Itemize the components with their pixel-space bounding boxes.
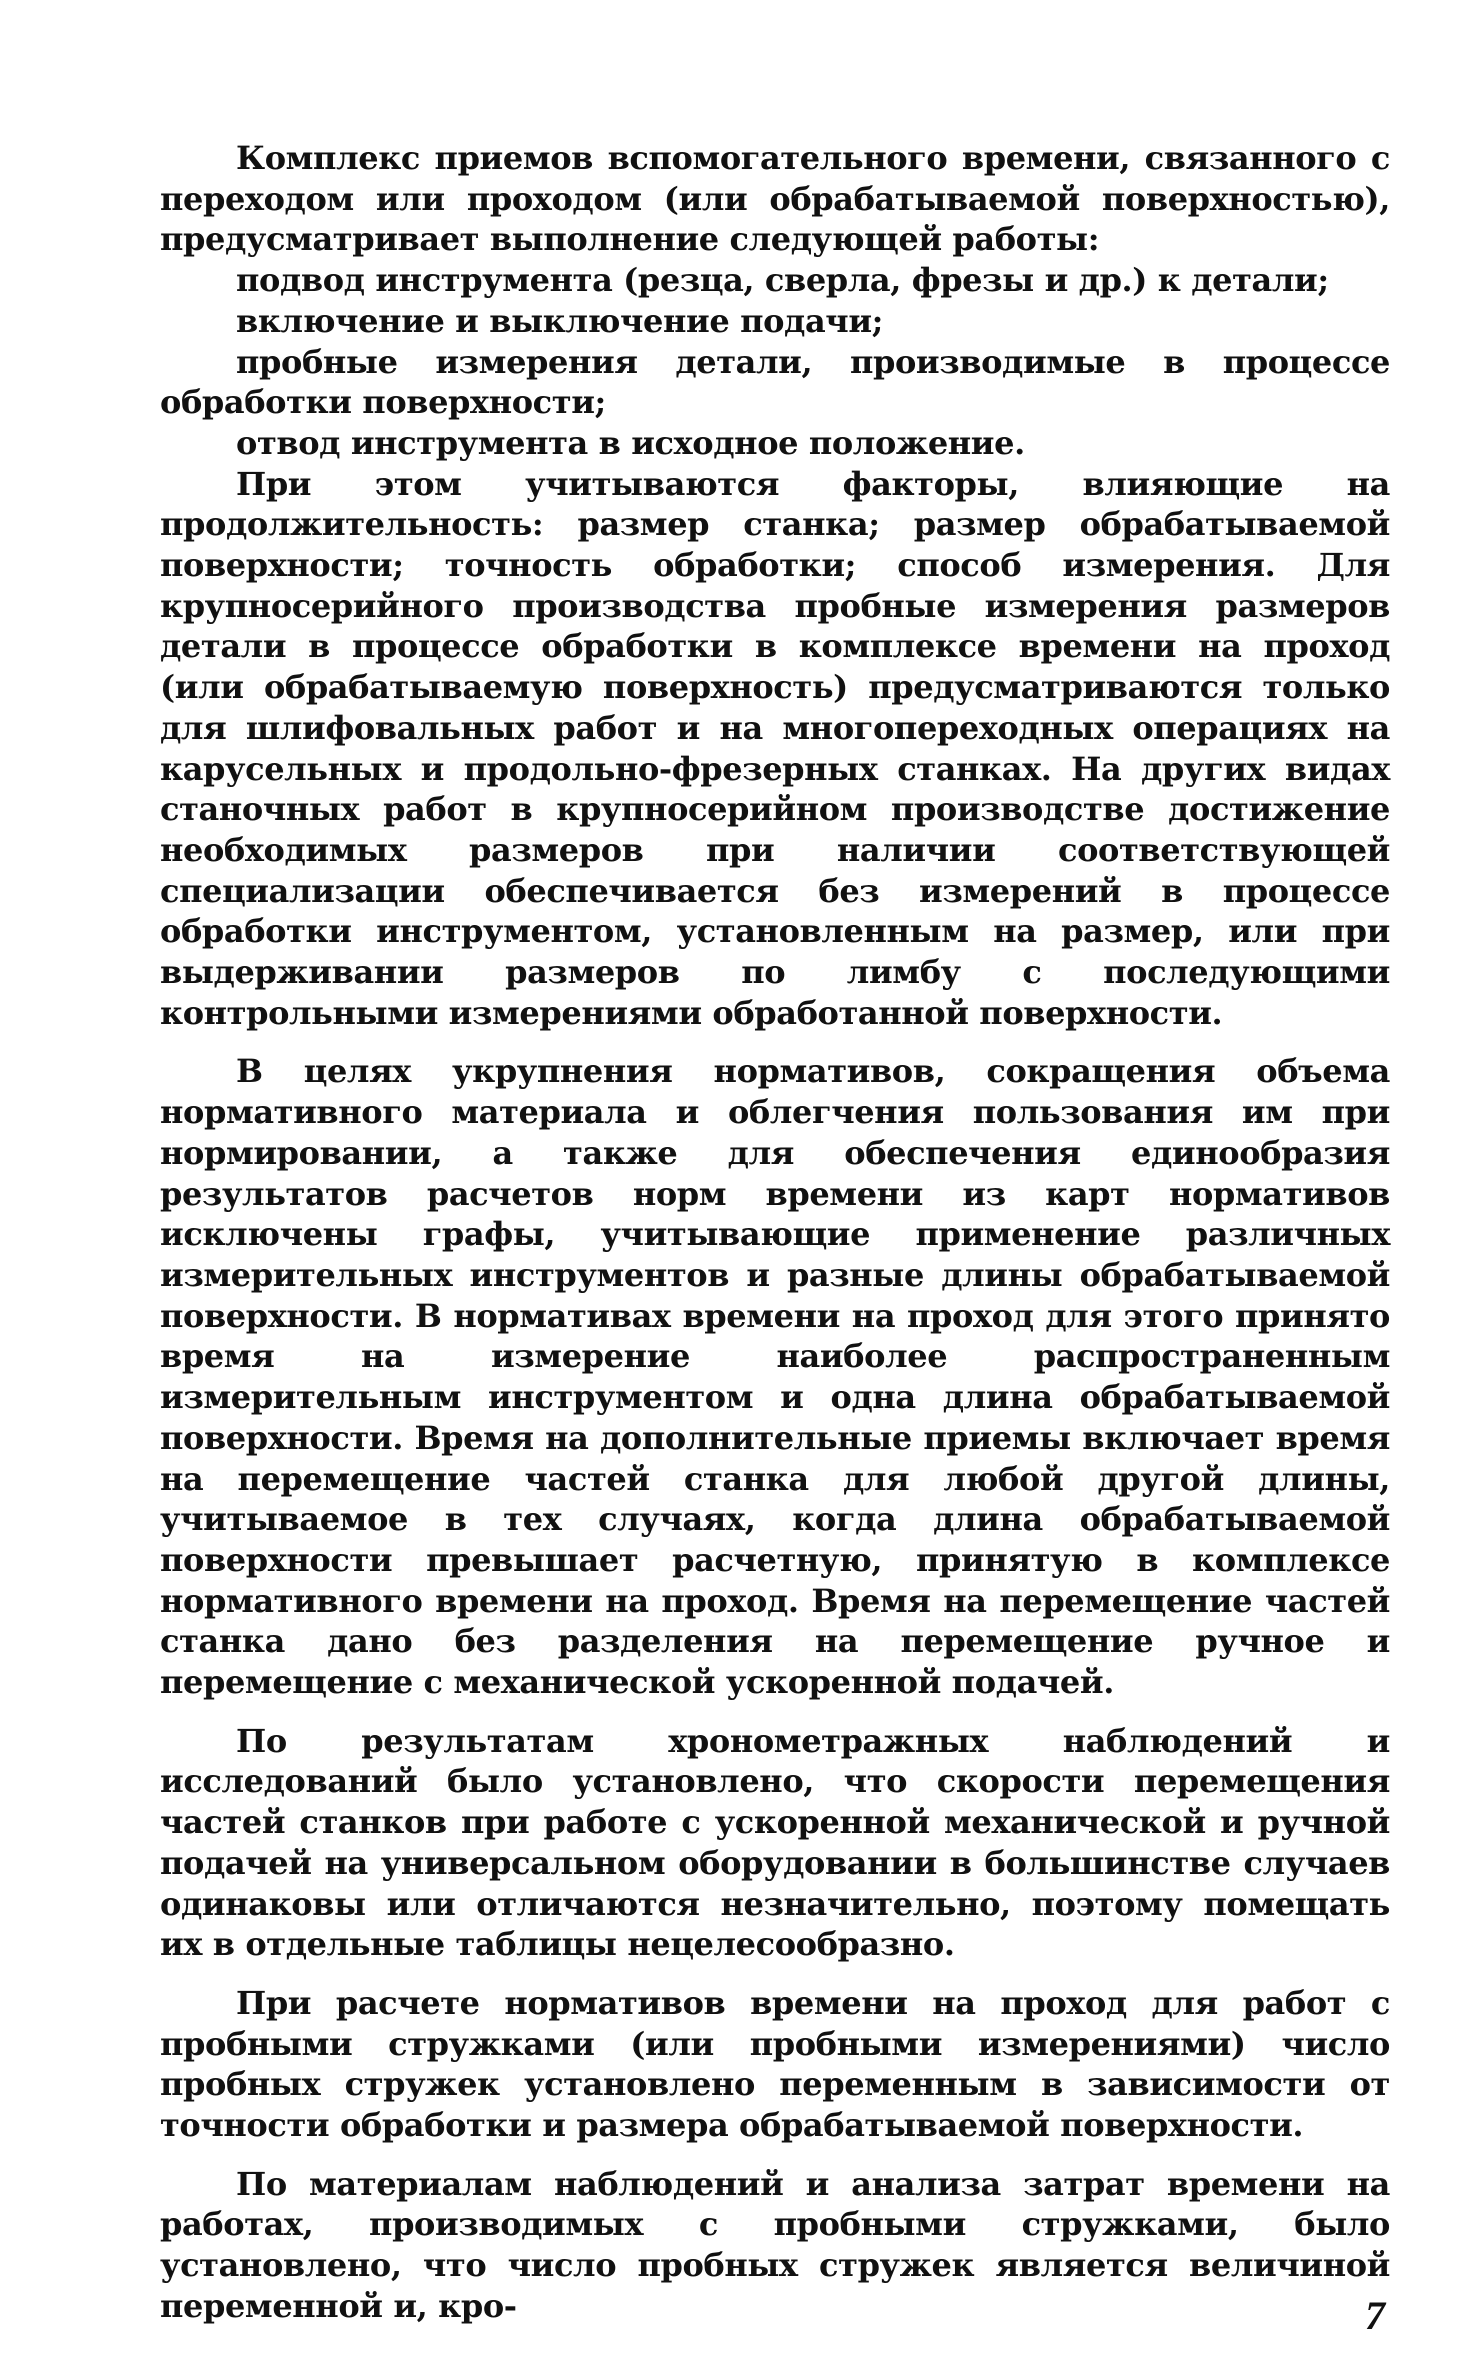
list-item-tool-approach: подвод инструмента (резца, сверла, фрезы и др.) к детали;	[236, 261, 1329, 300]
page-text	[160, 138, 1390, 2338]
paragraph-observations: По материалам наблюдений и анализа затрат времени на работах, производимых с пробными стружками, было установлено, что число пробных стружек является величиной переменной и, кро-	[160, 2164, 1390, 2325]
paragraph-intro: Комплекс приемов вспомогательного времени, связанного с переходом или проходом (или обрабатываемой поверхностью), предусматривает выполнение следующей работы:	[160, 139, 1390, 259]
paragraph-factors: При этом учитываются факторы, влияющие на продолжительность: размер станка; размер обрабатываемой поверхности; точность обработки; способ измерения. Для крупносерийного производства пробные измерения размеров детали в процессе обработки в комплексе времени на проход (или обрабатываемую поверхность) предусматриваются только для шлифовальных работ и на многопереходных операциях на карусельных и продольно-фрезерных станках. На других видах станочных работ в крупносерийном производстве достижение необходимых размеров при наличии соответствующей специализации обеспечивается без измерений в процессе обработки инструментом, установленным на размер, или при выдерживании размеров по лимбу с последующими контрольными измерениями обработанной поверхности.	[160, 464, 1390, 1032]
page-number: 7	[1365, 2293, 1385, 2338]
paragraph-consolidation: В целях укрупнения нормативов, сокращения объема нормативного материала и облегчения пользования им при нормировании, а также для обеспечения единообразия результатов расчетов норм времени из карт нормативов исключены графы, учитывающие применение различных измерительных инструментов и разные длины обрабатываемой поверхности. В нормативах времени на проход для этого принято время на измерение наиболее распространенным измерительным инструментом и одна длина обрабатываемой поверхности. Время на дополнительные приемы включает время на перемещение частей станка для любой другой длины, учитываемое в тех случаях, когда длина обрабатываемой поверхности превышает расчетную, принятую в комплексе нормативного времени на проход. Время на перемещение частей станка дано без разделения на перемещение ручное и перемещение с механической ускоренной подачей.	[160, 1052, 1390, 1702]
list-item-trial-measurements: пробные измерения детали, производимые в процессе обработки поверхности;	[160, 342, 1390, 422]
list-item-tool-retract: отвод инструмента в исходное положение.	[236, 423, 1025, 462]
paragraph-trial-cuts: При расчете нормативов времени на проход для работ с пробными стружками (или пробными измерениями) число пробных стружек установлено переменным в зависимости от точности обработки и размера обрабатываемой поверхности.	[160, 1983, 1390, 2145]
paragraph-timing-results: По результатам хронометражных наблюдений и исследований было установлено, что скорости перемещения частей станков при работе с ускоренной механической и ручной подачей на универсальном оборудовании в большинстве случаев одинаковы или отличаются незначительно, поэтому помещать их в отдельные таблицы нецелесообразно.	[160, 1721, 1390, 1964]
list-item-feed-toggle: включение и выключение подачи;	[236, 301, 884, 340]
